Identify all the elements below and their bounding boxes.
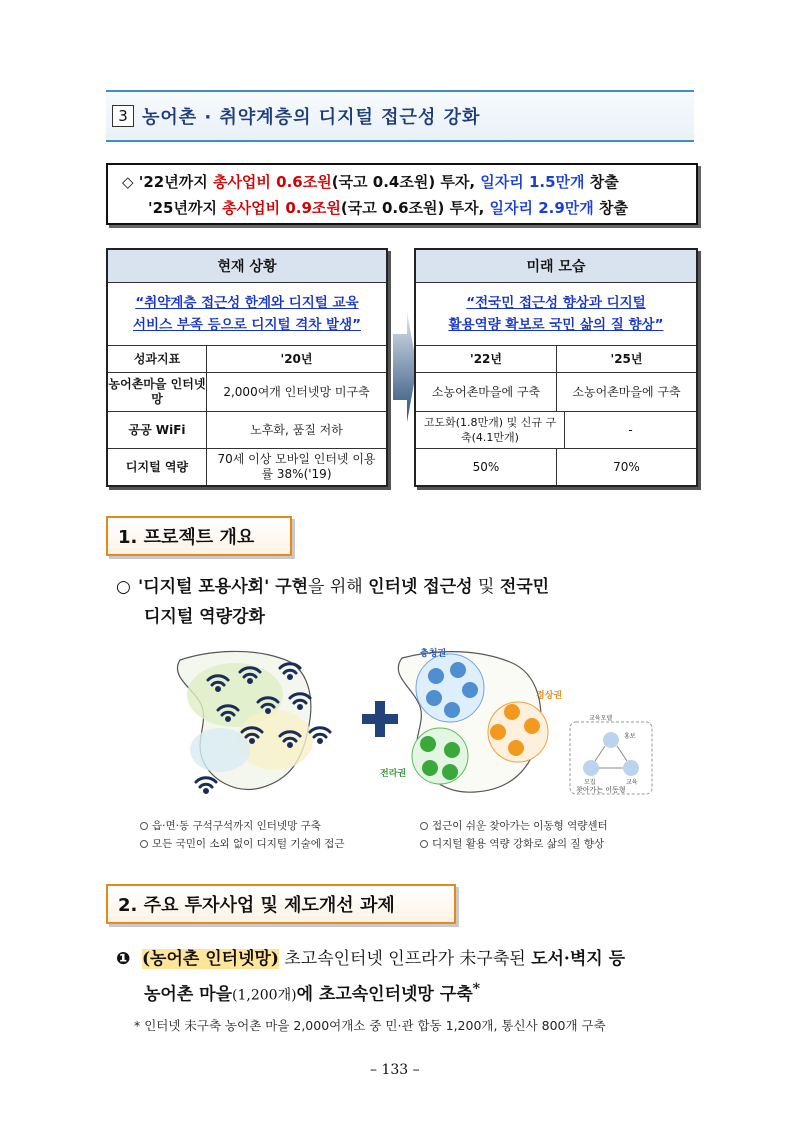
edu-model-label: 교육모델 [589, 715, 613, 722]
wifi-icon [196, 778, 216, 793]
section-header [106, 90, 694, 142]
section-number: 3 [112, 105, 134, 127]
caption-row-2: 접근이 쉬운 찾아가는 이동형 역량센터 [420, 818, 608, 833]
region-label-chungcheong: 충청권 [420, 649, 447, 659]
caption-row-3: 모든 국민이 소외 없이 디지털 기술에 접근 [140, 836, 344, 851]
plus-icon [362, 701, 398, 737]
summary-line-1: ◇ '22년까지 총사업비 0.6조원(국고 0.4조원) 투자, 일자리 1.5만개 창출 [122, 173, 619, 191]
bullet-dot-icon [140, 822, 148, 830]
future-heading: 미래 모습 [416, 250, 696, 283]
part1-heading: 1. 프로젝트 개요 [106, 516, 292, 556]
bullet-dot-icon [420, 822, 428, 830]
summary-box [106, 163, 698, 225]
table-row: 고도화(1.8만개) 및 신규 구축(4.1만개) - [416, 412, 696, 449]
future-header-row: '22년 '25년 [416, 346, 696, 373]
current-heading: 현재 상황 [108, 250, 386, 283]
svg-text:모집: 모집 [584, 779, 596, 786]
page-number: – 133 – [370, 1062, 420, 1078]
part2-heading: 2. 주요 투자사업 및 제도개선 과제 [106, 884, 456, 924]
circle-bullet-icon: ○ [116, 577, 131, 597]
part2-item-1: ❶ (농어촌 인터넷망) 초고속인터넷 인프라가 未구축된 도서·벽지 등 농어촌 마을(1,200개)에 초고속인터넷망 구축* [116, 944, 706, 1011]
section-title: 농어촌 · 취약계층의 디지털 접근성 강화 [142, 107, 481, 128]
svg-text:홍보: 홍보 [624, 733, 636, 740]
caption-row-1: 읍·면·동 구석구석까지 인터넷망 구축 [140, 818, 321, 833]
mobile-center-label: 찾아가는 이동형 [576, 786, 626, 794]
digital-inclusion-illustration [140, 640, 660, 810]
current-quote: “취약계층 접근성 한계와 디지털 교육 서비스 부족 등으로 디지털 격차 발생” [108, 283, 386, 346]
summary-line-2: '25년까지 총사업비 0.9조원(국고 0.6조원) 투자, 일자리 2.9만개 창출 [148, 199, 628, 217]
table-row: 50% 70% [416, 449, 696, 485]
table-row: 디지털 역량 70세 이상 모바일 인터넷 이용률 38%('19) [108, 449, 386, 485]
table-row: 소농어촌마을에 구축 소농어촌마을에 구축 [416, 373, 696, 412]
future-table [414, 248, 698, 487]
bullet-dot-icon [140, 840, 148, 848]
region-label-gyeongsang: 경상권 [536, 691, 563, 701]
diamond-icon: ◇ [122, 173, 134, 191]
region-label-jeolla: 전라권 [380, 769, 407, 779]
caption-row-4: 디지털 활용 역량 강화로 삶의 질 향상 [420, 836, 604, 851]
part1-bullet: ○ '디지털 포용사회' 구현을 위해 인터넷 접근성 및 전국민 디지털 역량강화 [116, 572, 696, 632]
table-row: 농어촌마을 인터넷망 2,000여개 인터넷망 미구축 [108, 373, 386, 412]
table-row: 공공 WiFi 노후화, 품질 저하 [108, 412, 386, 449]
wifi-icon [310, 728, 330, 743]
footnote: * 인터넷 未구축 농어촌 마을 2,000여개소 중 민·관 합동 1,200개, 통신사 800개 구축 [134, 1018, 606, 1033]
number-1-icon: ❶ [116, 949, 131, 969]
bullet-dot-icon [420, 840, 428, 848]
svg-text:교육: 교육 [626, 779, 638, 786]
current-header-row: 성과지표 '20년 [108, 346, 386, 373]
current-situation-table [106, 248, 388, 487]
future-quote: “전국민 접근성 향상과 디지털 활용역량 확보로 국민 삶의 질 향상” [416, 283, 696, 346]
